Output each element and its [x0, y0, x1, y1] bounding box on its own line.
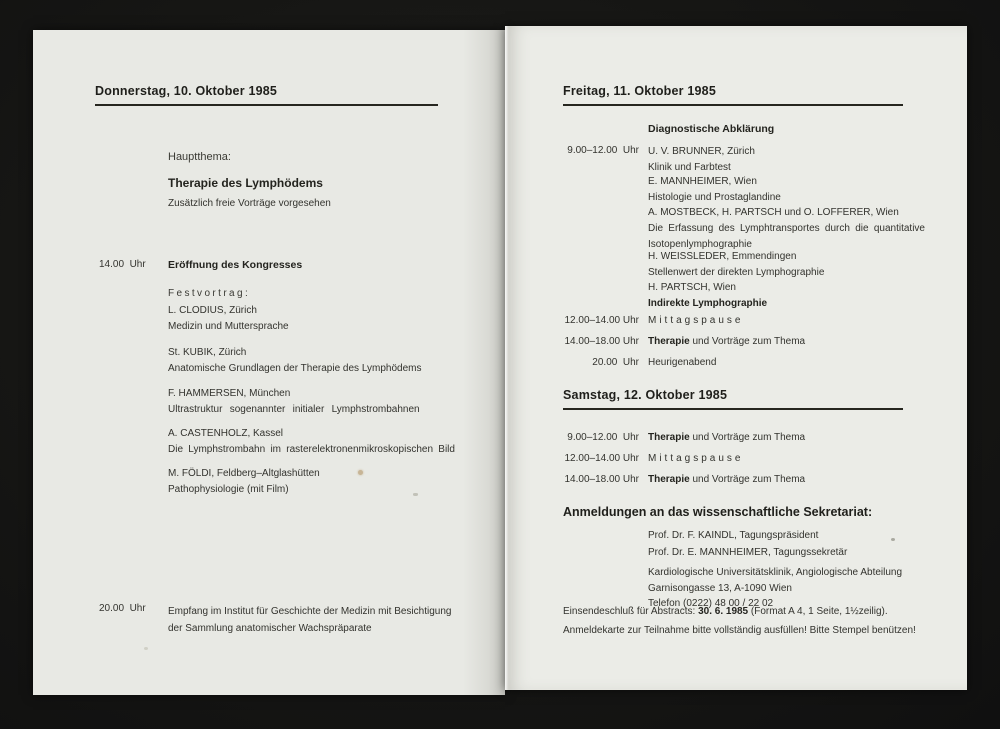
- schedule-activity-rest: und Vorträge zum Thema: [689, 474, 806, 485]
- reception-line: Empfang im Institut für Geschichte der Medizin mit Besichtigung: [168, 606, 452, 617]
- talk-speaker: M. FÖLDI, Feldberg–Altglashütten: [168, 468, 320, 479]
- talk-speaker: A. CASTENHOLZ, Kassel: [168, 428, 284, 439]
- talk-speaker: F. HAMMERSEN, München: [168, 388, 291, 399]
- talk-title: Die Erfassung des Lymphtransportes durch die quantitative: [648, 223, 925, 234]
- address-line: Telefon (0222) 48 00 / 22 02: [648, 598, 774, 609]
- schedule-activity: Heurigenabend: [648, 357, 717, 368]
- paper-speck: [413, 493, 418, 496]
- talk-item: [168, 386, 420, 418]
- talk-speaker: H. WEISSLEDER, Emmendingen: [648, 251, 797, 262]
- talk-title: Die Lymphstrombahn im rasterelektronenmikroskopischen Bild: [168, 444, 455, 455]
- talk-item: [168, 466, 320, 498]
- talk-speaker: L. CLODIUS, Zürich: [168, 305, 257, 316]
- deadline-prefix: Einsendeschluß für Abstracts:: [563, 606, 699, 617]
- schedule-activity: Mittagspause: [648, 315, 744, 326]
- deadline-suffix: (Format A 4, 1 Seite, 1½zeilig).: [748, 606, 888, 617]
- friday-date-header: Freitag, 11. Oktober 1985: [563, 84, 903, 106]
- paper-speck: [358, 470, 363, 475]
- registration-contact: Prof. Dr. F. KAINDL, Tagungspräsident: [648, 530, 819, 541]
- address-line: Kardiologische Universitätsklinik, Angiologische Abteilung: [648, 567, 903, 578]
- talk-speaker: St. KUBIK, Zürich: [168, 347, 247, 358]
- festvortrag-label: Festvortrag:: [168, 288, 251, 299]
- schedule-activity-rest: und Vorträge zum Thema: [689, 432, 806, 443]
- main-theme-label: Hauptthema:: [168, 151, 231, 163]
- main-theme-note: Zusätzlich freie Vorträge vorgesehen: [168, 198, 331, 209]
- talk-item: [648, 280, 767, 312]
- reception-line: der Sammlung anatomischer Wachspräparate: [168, 623, 372, 634]
- registration-header: Anmeldungen an das wissenschaftliche Sekretariat:: [563, 505, 873, 519]
- paper-speck: [144, 647, 148, 650]
- talk-title: Indirekte Lymphographie: [648, 298, 768, 309]
- schedule-activity-bold: Therapie: [648, 432, 690, 443]
- left-page: [33, 30, 505, 695]
- schedule-time: 20.00 Uhr: [592, 357, 639, 368]
- friday-morning-time: 9.00–12.00 Uhr: [567, 145, 639, 156]
- talk-item: [648, 249, 824, 281]
- talk-title: Pathophysiologie (mit Film): [168, 484, 289, 495]
- schedule-time: 14.00–18.00 Uhr: [564, 474, 639, 485]
- registration-contact: Prof. Dr. E. MANNHEIMER, Tagungssekretär: [648, 547, 848, 558]
- schedule-time: 14.00–18.00 Uhr: [564, 336, 639, 347]
- main-theme-title: Therapie des Lymphödems: [168, 176, 323, 190]
- talk-item: [648, 174, 781, 206]
- talk-speaker: E. MANNHEIMER, Wien: [648, 176, 757, 187]
- talk-title: Stellenwert der direkten Lymphographie: [648, 267, 825, 278]
- schedule-activity: [648, 336, 805, 347]
- talk-title: Ultrastruktur sogenannter initialer Lymphstrombahnen: [168, 404, 420, 415]
- schedule-activity-bold: Therapie: [648, 336, 690, 347]
- reception-time: 20.00 Uhr: [99, 603, 146, 614]
- registration-note: Anmeldekarte zur Teilnahme bitte vollständig ausfüllen! Bitte Stempel benützen!: [563, 625, 916, 636]
- talk-item: [168, 303, 289, 335]
- talk-speaker: U. V. BRUNNER, Zürich: [648, 146, 755, 157]
- talk-speaker: H. PARTSCH, Wien: [648, 282, 736, 293]
- saturday-date-header: Samstag, 12. Oktober 1985: [563, 388, 903, 410]
- left-date-header: Donnerstag, 10. Oktober 1985: [95, 84, 438, 106]
- schedule-activity: [648, 474, 805, 485]
- opening-time: 14.00 Uhr: [99, 259, 146, 270]
- schedule-activity: [648, 432, 805, 443]
- opening-title: Eröffnung des Kongresses: [168, 259, 303, 271]
- talk-item: [648, 144, 755, 176]
- paper-speck: [891, 538, 895, 541]
- talk-title: Medizin und Muttersprache: [168, 321, 289, 332]
- schedule-activity-rest: und Vorträge zum Thema: [689, 336, 806, 347]
- schedule-time: 12.00–14.00 Uhr: [564, 453, 639, 464]
- schedule-time: 12.00–14.00 Uhr: [564, 315, 639, 326]
- talk-speaker: A. MOSTBECK, H. PARTSCH und O. LOFFERER, Wien: [648, 207, 899, 218]
- talk-title: Isotopenlymphographie: [648, 239, 752, 250]
- abstracts-deadline: [563, 606, 888, 617]
- talk-item: [648, 205, 925, 253]
- talk-title: Anatomische Grundlagen der Therapie des Lymphödems: [168, 363, 422, 374]
- friday-section-title: Diagnostische Abklärung: [648, 123, 775, 135]
- schedule-time: 9.00–12.00 Uhr: [567, 432, 639, 443]
- registration-address: [648, 565, 902, 612]
- talk-item: [168, 426, 455, 458]
- address-line: Garnisongasse 13, A-1090 Wien: [648, 582, 792, 594]
- talk-item: [168, 345, 421, 377]
- main-theme-block: [168, 151, 331, 210]
- talk-title: Klinik und Farbtest: [648, 162, 731, 173]
- right-page: [505, 26, 967, 690]
- schedule-activity-bold: Therapie: [648, 474, 690, 485]
- deadline-date: 30. 6. 1985: [698, 606, 749, 617]
- talk-title: Histologie und Prostaglandine: [648, 192, 781, 203]
- schedule-activity: Mittagspause: [648, 453, 744, 464]
- reception-block: [168, 603, 451, 637]
